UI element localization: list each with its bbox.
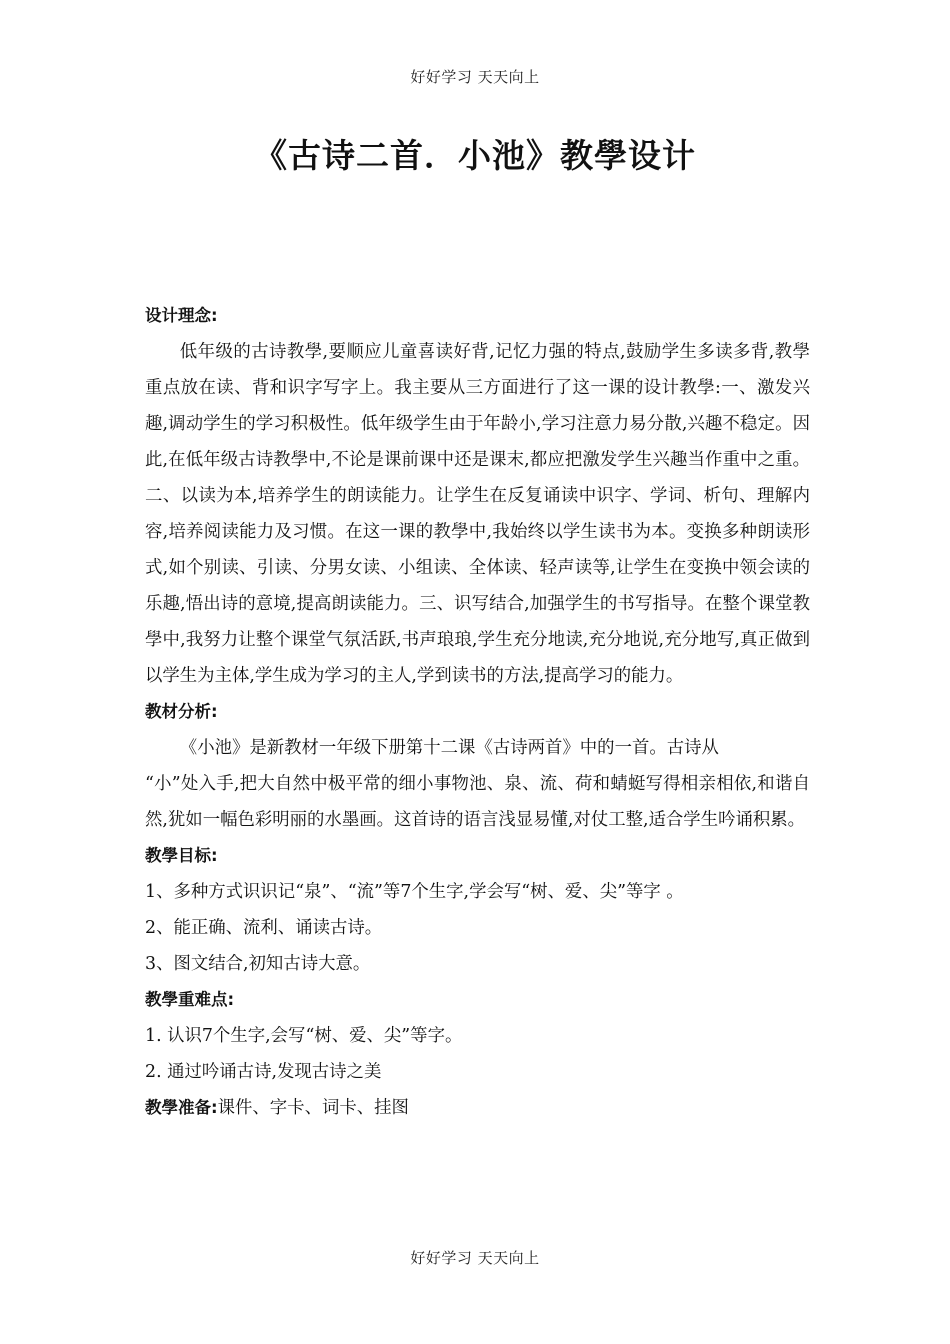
section-key-points <box>145 982 810 1090</box>
document-title: 《古诗二首．小池》教學设计 <box>254 136 696 175</box>
preparation-text: 课件、字卡、词卡、挂图 <box>217 1098 409 1118</box>
section-heading: 教材分析: <box>145 702 218 721</box>
list-item: 2. 通过吟诵古诗,发现古诗之美 <box>145 1062 382 1082</box>
section-heading: 教學目标: <box>145 846 218 865</box>
list-item: 1、多种方式识识记“泉”、“流”等7个生字,学会写“树、爱、尖”等字 。 <box>145 882 684 902</box>
section-heading: 教學重难点: <box>145 990 235 1009</box>
section-heading: 设计理念: <box>145 306 218 325</box>
running-footer: 好好学习 天天向上 <box>410 1249 540 1267</box>
section-heading: 教學准备: <box>145 1098 218 1117</box>
section-objectives <box>145 838 810 982</box>
section-preparation <box>145 1090 810 1126</box>
list-item: 1. 认识7个生字,会写“树、爱、尖”等字。 <box>145 1026 463 1046</box>
list-item: 3、图文结合,初知古诗大意。 <box>145 954 371 974</box>
section-material-analysis <box>145 694 810 838</box>
section-paragraph: “小”处入手,把大自然中极平常的细小事物池、泉、流、荷和蜻蜓写得相亲相依,和谐自然,犹如一幅色彩明丽的水墨画。这首诗的语言浅显易懂,对仗工整,适合学生吟诵积累。 <box>145 774 810 830</box>
section-paragraph-first-line: 《小池》是新教材一年级下册第十二课《古诗两首》中的一首。古诗从 <box>179 738 719 758</box>
document-body <box>145 298 810 1126</box>
section-paragraph: 低年级的古诗教學,要顺应儿童喜读好背,记忆力强的特点,鼓励学生多读多背,教學重点放在读、背和识字写字上。我主要从三方面进行了这一课的设计教學:一、激发兴趣,调动学生的学习积极性。低年级学生由于年龄小,学习注意力易分散,兴趣不稳定。因此,在低年级古诗教學中,不论是课前课中还是课末,都应把激发学生兴趣当作重中之重。二、以读为本,培养学生的朗读能力。让学生在反复诵读中识字、学词、析句、理解内容,培养阅读能力及习惯。在这一课的教學中,我始终以学生读书为本。变换多种朗读形式,如个别读、引读、分男女读、小组读、全体读、轻声读等,让学生在变换中领会读的乐趣,悟出诗的意境,提高朗读能力。三、识写结合,加强学生的书写指导。在整个课堂教學中,我努力让整个课堂气氛活跃,书声琅琅,学生充分地读,充分地说,充分地写,真正做到以学生为主体,学生成为学习的主人,学到读书的方法,提高学习的能力。 <box>145 342 810 686</box>
list-item: 2、能正确、流利、诵读古诗。 <box>145 918 383 938</box>
running-header: 好好学习 天天向上 <box>410 68 540 86</box>
section-design-concept <box>145 298 810 694</box>
